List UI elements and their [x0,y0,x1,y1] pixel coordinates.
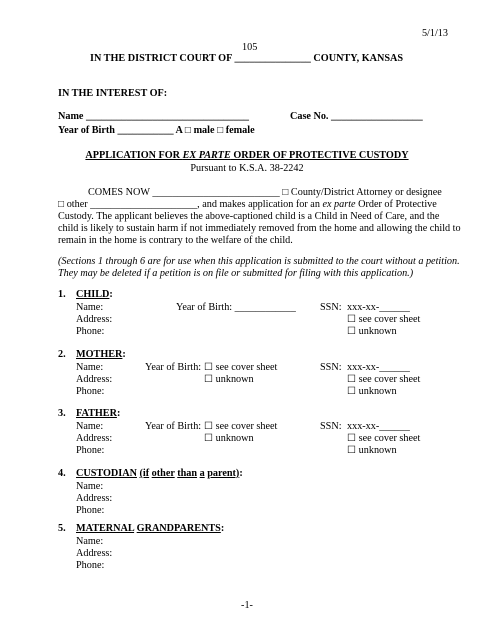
custodian-address-label: Address: [76,493,113,504]
section-1-number: 1. [58,289,66,300]
mother-title: MOTHER [76,349,123,360]
mother-yob-label: Year of Birth: [145,362,202,373]
form-date: 5/1/13 [421,28,448,39]
custodian-word5: a [199,468,205,479]
court-heading: IN THE DISTRICT COURT OF _______________ COUNTY, KANSAS [90,53,404,64]
father-ssn-cover-checkbox[interactable]: ☐ see cover sheet [347,433,421,444]
sex-prefix: A [175,125,183,136]
sections-note-line1: (Sections 1 through 6 are for use when this application is submitted to the court without a petition. [58,256,460,267]
case-no-line[interactable] [290,111,423,122]
comes-now-line1: COMES NOW _________________________ □ County/District Attorney or designee [88,187,442,198]
grandparents-name-label: Name: [76,536,104,547]
custodian-word1: CUSTODIAN [76,468,137,479]
female-checkbox[interactable]: □ female [217,125,255,136]
yob-blank[interactable]: ___________ [117,125,174,136]
child-title: CHILD [76,289,110,300]
section-1-title [76,289,113,300]
father-yob-label: Year of Birth: [145,421,202,432]
section-3-number: 3. [58,408,66,419]
mother-colon: : [122,349,126,360]
mother-ssn-label: SSN: [320,362,342,373]
child-ssn-cover-checkbox[interactable]: ☐ see cover sheet [347,314,421,325]
child-ssn-label: SSN: [320,302,342,313]
father-address-label: Address: [76,433,113,444]
name-label: Name [58,111,84,122]
comes-now-line2 [58,199,437,210]
application-title [0,150,494,161]
yob-label: Year of Birth [58,125,115,136]
interest-heading: IN THE INTEREST OF: [58,88,168,99]
form-number: 105 [242,42,258,53]
custodian-colon: : [239,468,243,479]
section-3-title [76,408,120,419]
child-ssn-unknown-checkbox[interactable]: ☐ unknown [347,326,397,337]
mother-yob-cover-checkbox[interactable]: ☐ see cover sheet [204,362,278,373]
mother-ssn-unknown-checkbox[interactable]: ☐ unknown [347,386,397,397]
statute-reference: Pursuant to K.S.A. 38-2242 [190,163,304,174]
custodian-phone-label: Phone: [76,505,105,516]
father-yob-cover-checkbox[interactable]: ☐ see cover sheet [204,421,278,432]
child-address-label: Address: [76,314,113,325]
comes-now-line2a: □ other _____________________, and makes application for an [58,199,323,210]
title-ex-parte: EX PARTE [182,150,231,161]
comes-now-line5: remain in the home is contrary to the welfare of the child. [58,235,293,246]
father-name-label: Name: [76,421,104,432]
child-name-label: Name: [76,302,104,313]
child-phone-label: Phone: [76,326,105,337]
comes-now-ex-parte: ex parte [322,199,356,210]
section-4-title [76,468,243,479]
grandparents-phone-label: Phone: [76,560,105,571]
title-part3: ORDER OF PROTECTIVE CUSTODY [230,150,409,161]
father-title: FATHER [76,408,117,419]
father-phone-label: Phone: [76,445,105,456]
custodian-name-label: Name: [76,481,104,492]
section-5-title [76,523,224,534]
comes-now-line3: Custody. The applicant believes the above-captioned child is a Child in Need of Care, and the [58,211,440,222]
section-2-number: 2. [58,349,66,360]
year-of-birth-line[interactable] [58,125,255,136]
mother-yob-unknown-checkbox[interactable]: ☐ unknown [204,374,254,385]
mother-ssn-cover-checkbox[interactable]: ☐ see cover sheet [347,374,421,385]
father-ssn-field[interactable]: xxx-xx-______ [347,421,410,432]
grandparents-address-label: Address: [76,548,113,559]
sections-note-line2: They may be deleted if a petition is on file or submitted for filing with this application.) [58,268,414,279]
comes-now-line4: child is likely to sustain harm if not immediately removed from the home and allowing the child to [58,223,461,234]
name-blank[interactable]: ________________________________ [86,111,250,122]
mother-phone-label: Phone: [76,386,105,397]
father-ssn-unknown-checkbox[interactable]: ☐ unknown [347,445,397,456]
section-5-number: 5. [58,523,66,534]
male-checkbox[interactable]: □ male [184,125,215,136]
section-2-title [76,349,126,360]
child-ssn-field[interactable]: xxx-xx-______ [347,302,410,313]
father-ssn-label: SSN: [320,421,342,432]
grandparents-colon: : [220,523,225,534]
page-number: -1- [241,600,253,611]
child-yob-field[interactable]: Year of Birth: ____________ [176,302,296,313]
child-colon: : [109,289,113,300]
mother-ssn-field[interactable]: xxx-xx-______ [347,362,410,373]
case-no-label: Case No. [290,111,329,122]
grandparents-word1: MATERNAL [76,523,135,534]
name-line[interactable] [58,111,249,122]
custodian-word2: (if [139,468,150,479]
mother-name-label: Name: [76,362,104,373]
comes-now-line2c: Order of Protective [355,199,437,210]
mother-address-label: Address: [76,374,113,385]
section-4-number: 4. [58,468,66,479]
father-colon: : [116,408,121,419]
title-part1: APPLICATION FOR [85,150,183,161]
grandparents-word2: GRANDPARENTS [136,523,221,534]
custodian-word6: parent) [207,468,240,479]
case-no-blank[interactable]: __________________ [331,111,423,122]
custodian-word4: than [177,468,198,479]
custodian-word3: other [151,468,175,479]
father-yob-unknown-checkbox[interactable]: ☐ unknown [204,433,254,444]
